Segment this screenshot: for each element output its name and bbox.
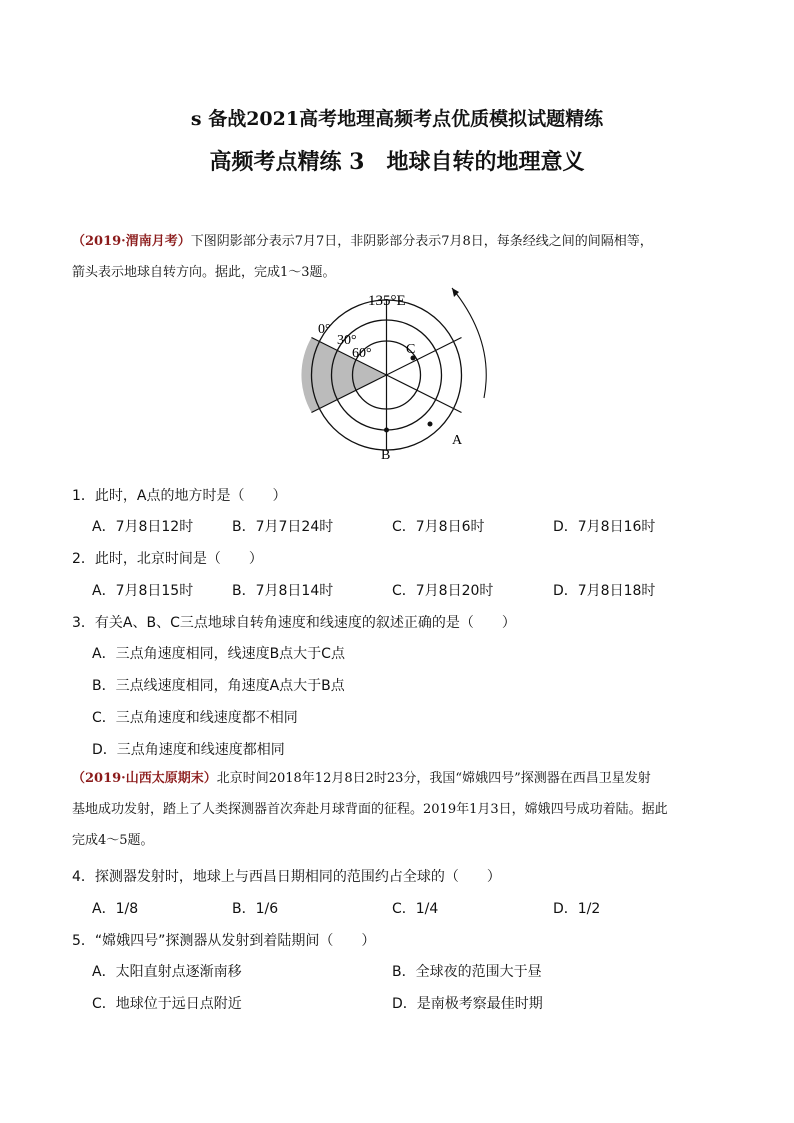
question-option: A．7月8日12时 — [92, 519, 194, 535]
question-option: B．7月8日14时 — [232, 583, 334, 599]
label-30: 30° — [337, 333, 357, 348]
question-stem: 5．“嫦娥四号”探测器从发射到着陆期间（ ） — [72, 933, 376, 949]
point-a-dot — [428, 422, 433, 427]
label-0: 0° — [318, 322, 331, 337]
intro-text: 完成4～5题。 — [72, 833, 154, 848]
intro-paragraph-2 — [72, 763, 722, 856]
question-option: D．1/2 — [553, 901, 601, 917]
question-option: A．7月8日15时 — [92, 583, 194, 599]
question-option: C．1/4 — [392, 901, 439, 917]
question-option: B．全球夜的范围大于昼 — [392, 964, 542, 980]
question-option: A．三点角速度相同，线速度B点大于C点 — [92, 646, 345, 662]
intro-text: 基地成功发射，踏上了人类探测器首次奔赴月球背面的征程。2019年1月3日，嫦娥四号成功着陆。据此 — [72, 802, 668, 817]
question-option: B．三点线速度相同，角速度A点大于B点 — [92, 678, 345, 694]
question-option: A．1/8 — [92, 901, 139, 917]
label-a: A — [452, 433, 463, 448]
question-option: D．是南极考察最佳时期 — [392, 996, 543, 1012]
question-stem: 1．此时，A点的地方时是（ ） — [72, 488, 287, 504]
intro-text: 箭头表示地球自转方向。据此，完成1～3题。 — [72, 265, 336, 280]
intro-text: 北京时间2018年12月8日2时23分，我国“嫦娥四号”探测器在西昌卫星发射 — [216, 771, 651, 786]
question-option: C．7月8日20时 — [392, 583, 494, 599]
label-c: C — [406, 342, 416, 357]
source-tag: （2019·渭南月考） — [72, 234, 191, 249]
question-option: D．7月8日18时 — [553, 583, 656, 599]
document-title: s 备战2021高考地理高频考点优质模拟试题精练 — [190, 108, 604, 130]
source-tag: （2019·山西太原期末） — [72, 771, 217, 786]
intro-text: 下图阴影部分表示7月7日，非阴影部分表示7月8日，每条经线之间的间隔相等， — [190, 234, 653, 249]
question-stem: 3．有关A、B、C三点地球自转角速度和线速度的叙述正确的是（ ） — [72, 615, 516, 631]
rotation-arrow — [452, 288, 486, 398]
question-option: B．1/6 — [232, 901, 279, 917]
question-option: D．三点角速度和线速度都相同 — [92, 742, 285, 758]
question-stem: 2．此时，北京时间是（ ） — [72, 551, 263, 567]
label-135e: 135°E — [368, 293, 406, 309]
question-option: C．7月8日6时 — [392, 519, 485, 535]
question-option: B．7月7日24时 — [232, 519, 334, 535]
label-60: 60° — [352, 346, 372, 361]
question-option: A．太阳直射点逐渐南移 — [92, 964, 242, 980]
point-b-dot — [384, 428, 389, 433]
polar-diagram — [300, 286, 500, 468]
question-stem: 4．探测器发射时，地球上与西昌日期相同的范围约占全球的（ ） — [72, 869, 501, 885]
intro-paragraph-1 — [72, 226, 722, 288]
question-option: C．地球位于远日点附近 — [92, 996, 242, 1012]
question-option: C．三点角速度和线速度都不相同 — [92, 710, 298, 726]
shaded-region — [301, 338, 386, 413]
label-b: B — [381, 448, 391, 463]
question-option: D．7月8日16时 — [553, 519, 656, 535]
document-subtitle: 高频考点精练 3 地球自转的地理意义 — [209, 149, 585, 175]
